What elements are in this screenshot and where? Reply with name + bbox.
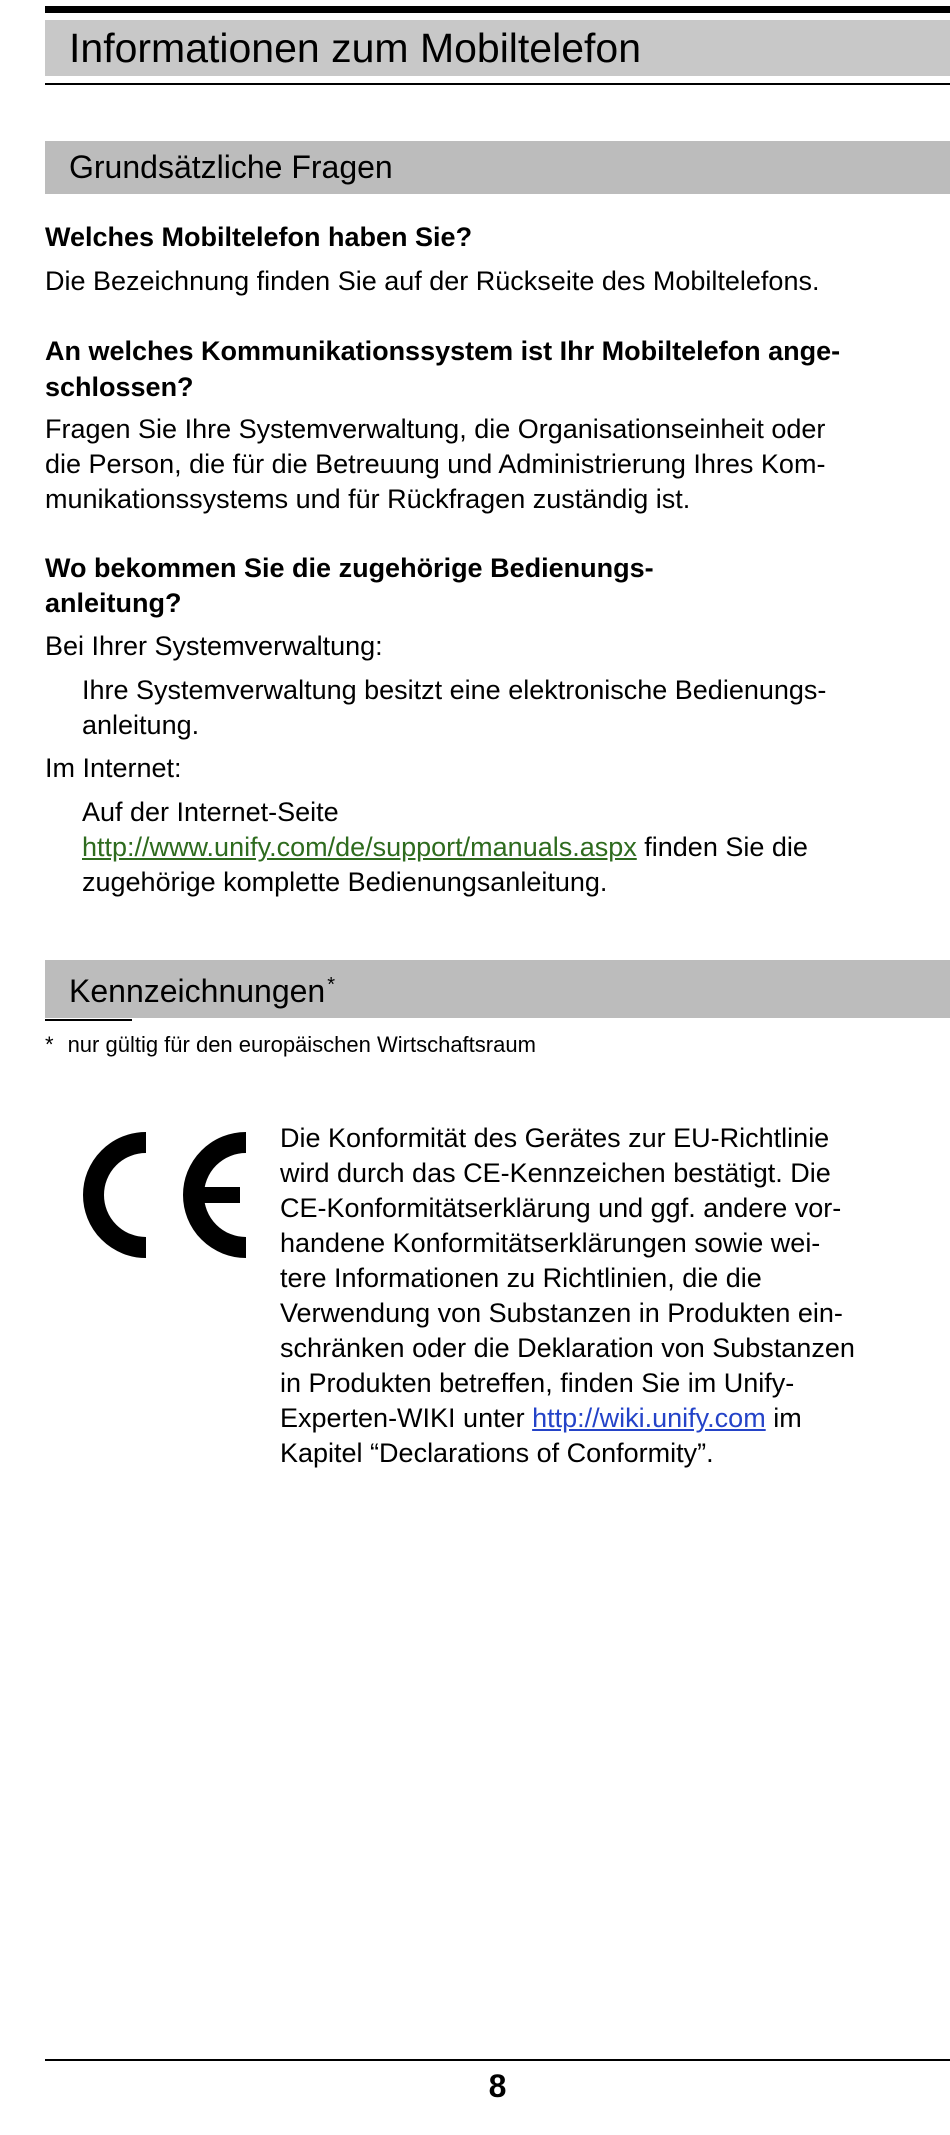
page-number: 8 xyxy=(488,2068,507,2104)
answer-line: munikationssystems und für Rückfragen zuständig ist. xyxy=(45,484,691,514)
manuals-link[interactable]: http://www.unify.com/de/support/manuals.aspx xyxy=(82,832,637,862)
question-line: Wo bekommen Sie die zugehörige Bedienungs- xyxy=(45,553,654,583)
question-line: anleitung? xyxy=(45,588,182,618)
ce-text-line xyxy=(280,1401,950,1436)
text-systemverwaltung-line: anleitung. xyxy=(82,710,200,740)
ce-text-line: in Produkten betreffen, finden Sie im Unify- xyxy=(280,1368,795,1398)
footnote xyxy=(45,1031,536,1059)
footnote-text: nur gültig für den europäischen Wirtschaftsraum xyxy=(67,1032,536,1057)
text-internet-line: zugehörige komplette Bedienungsanleitung. xyxy=(82,867,608,897)
page-title: Informationen zum Mobiltelefon xyxy=(69,25,642,71)
ce-text-line: handene Konformitätserklärungen sowie wei- xyxy=(280,1228,821,1258)
ce-text-after-link: im xyxy=(765,1403,802,1433)
ce-mark-icon xyxy=(63,1130,249,1260)
footnote-reference-marker: * xyxy=(327,974,336,996)
answer-welches-mobiltelefon: Die Bezeichnung finden Sie auf der Rückseite des Mobiltelefons. xyxy=(45,266,820,296)
ce-conformity-text xyxy=(280,1121,950,1471)
ce-text-line: Verwendung von Substanzen in Produkten ein- xyxy=(280,1298,843,1328)
text-internet-after-link: finden Sie die xyxy=(636,832,808,862)
ce-text-line: CE-Konformitätserklärung und ggf. andere vor- xyxy=(280,1193,842,1223)
top-rule xyxy=(45,6,950,13)
ce-text-before-link: Experten-WIKI unter xyxy=(280,1403,533,1433)
ce-text-line: Kapitel “Declarations of Conformity”. xyxy=(280,1438,714,1468)
section-title-grundsaetzliche-fragen: Grundsätzliche Fragen xyxy=(69,149,393,185)
label-internet: Im Internet: xyxy=(45,753,182,783)
label-systemverwaltung: Bei Ihrer Systemverwaltung: xyxy=(45,631,383,661)
answer-line: Fragen Sie Ihre Systemverwaltung, die Organisationseinheit oder xyxy=(45,414,826,444)
text-internet-line xyxy=(82,830,950,865)
wiki-link[interactable]: http://wiki.unify.com xyxy=(532,1403,766,1433)
footnote-rule xyxy=(45,1019,132,1021)
question-line: schlossen? xyxy=(45,372,194,402)
text-internet-line: Auf der Internet-Seite xyxy=(82,797,339,827)
text-systemverwaltung-line: Ihre Systemverwaltung besitzt eine elektronische Bedienungs- xyxy=(82,675,827,705)
answer-line: die Person, die für die Betreuung und Administrierung Ihres Kom- xyxy=(45,449,826,479)
question-line: An welches Kommunikationssystem ist Ihr Mobiltelefon ange- xyxy=(45,336,841,366)
question-welches-mobiltelefon: Welches Mobiltelefon haben Sie? xyxy=(45,222,473,252)
bottom-rule xyxy=(45,2059,950,2061)
section-title-kennzeichnungen xyxy=(69,966,335,1016)
footnote-marker: * xyxy=(45,1032,54,1057)
section-title-text: Kennzeichnungen xyxy=(69,973,326,1009)
ce-text-line: schränken oder die Deklaration von Substanzen xyxy=(280,1333,855,1363)
manual-page xyxy=(45,0,950,2135)
ce-text-line: Die Konformität des Gerätes zur EU-Richtlinie xyxy=(280,1123,830,1153)
ce-text-line: wird durch das CE-Kennzeichen bestätigt. Die xyxy=(280,1158,831,1188)
title-underline xyxy=(45,83,950,85)
ce-text-line: tere Informationen zu Richtlinien, die die xyxy=(280,1263,762,1293)
